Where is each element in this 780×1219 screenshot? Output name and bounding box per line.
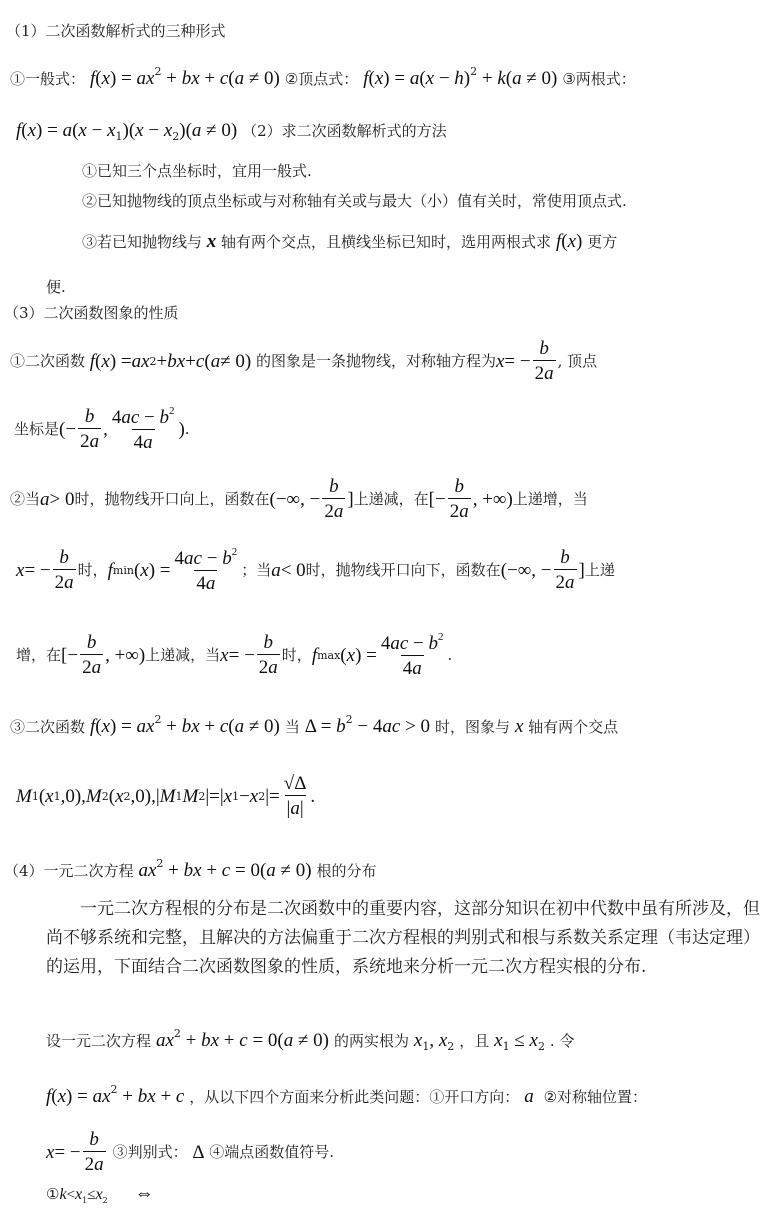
two-root-form-label: ③两根式： — [562, 70, 636, 88]
case-1-line: $①k<x_1\le x_2$ ⇔ — [46, 1183, 154, 1205]
method-item-1: ①已知三个点坐标时，宜用一般式. — [82, 162, 312, 180]
two-root-formula: f — [16, 120, 22, 141]
forms-line: ①一般式： $f(x) = ax^2$ + bx + c(a ≠ 0) ②顶点式： $f(x) = a(x - h)^2 + k(a \ne 0)$ ③两根式： — [10, 65, 636, 89]
fraction-b-2a: $\frac{b}{2a}$ — [534, 338, 554, 384]
section-4-title: （4）一元二次方程 $ax^2$ + bx + c = 0(a ≠ 0) 根的分布 — [4, 857, 377, 881]
two-root-line: $f(x) = a(x - x_1)(x - x_2)(a \ne 0)$ （2）求二次函数解析式的方法 — [16, 120, 447, 143]
property-3-line: ③二次函数 $f(x) = ax^2$ + bx + c(a ≠ 0) 当 $\Delta = b^2 - 4ac > 0$ 时，图象与 x 轴有两个交点 — [10, 713, 619, 737]
intersection-points-line: M 1 ( x 1 ,0), M 2 ( x 2 ,0),| M 1 M 2 |=| x 1 − x 2 |= $\frac{√\Delta}{|a|}$ . — [16, 773, 316, 819]
method-item-2: ②已知抛物线的顶点坐标或与对称轴有关或与最大（小）值有关时，常使用顶点式. — [82, 192, 627, 210]
section-1-title: （1）二次函数解析式的三种形式 — [6, 22, 226, 40]
method-item-3: ③若已知抛物线与 x 轴有两个交点，且横线坐标已知时，选用两根式求 f(x) 更方 — [82, 231, 618, 252]
property-2-line-2: x = − $\frac{b}{2a}$ 时， f min ( x ) = $\frac{4ac - b^2}{4a}$ ；当 a < 0 时，抛物线开口向下，函数在 (−∞, − $\frac{b}{2a}$ ] 上递 — [16, 546, 615, 594]
setup-line-3: x = − $\frac{b}{2a}$ ③判别式： Δ ④端点函数值符号. — [46, 1129, 335, 1175]
general-form-label: ①一般式： — [10, 70, 86, 88]
general-form-formula: f — [89, 68, 96, 89]
method-item-3-cont: 便. — [46, 278, 66, 296]
property-2-line-1: ②当 a > 0 时，抛物线开口向上，函数在 (−∞, − $\frac{b}{2a}$ ] 上递减，在 [− $\frac{b}{2a}$ , +∞) 上递增，当 — [10, 476, 588, 522]
property-2-line-3: 增，在 [− $\frac{b}{2a}$ , +∞) 上递减，当 x = − $\frac{b}{2a}$ 时， f max ( x ) = $\frac{4ac - b^2}{4a}$ . — [16, 631, 453, 679]
setup-line-2: $f(x) = ax^2$ + bx + c ，从以下四个方面来分析此类问题：①开口方向： a ②对称轴位置： — [46, 1083, 648, 1107]
vertex-coordinate-line: 坐标是 (− $\frac{b}{2a}$ , $\frac{4ac - b^2}{4a}$ ) . — [14, 405, 190, 453]
setup-line-1: 设一元二次方程 $ax^2$ + bx + c = 0(a ≠ 0) 的两实根为 $x_1$, $x_2$ ，且 $x_1 \le x_2$ . 令 — [46, 1027, 575, 1053]
vertex-form-label: ②顶点式： — [284, 70, 359, 88]
section-3-title: （3）二次函数图象的性质 — [4, 304, 179, 322]
section-2-title: （2）求二次函数解析式的方法 — [242, 122, 447, 140]
vertex-form-formula: f — [363, 68, 369, 89]
property-1-line: ①二次函数 f ( x ) = ax 2 + bx + c ( a ≠ 0) 的图象是一条抛物线，对称轴方程为 x = − $\frac{b}{2a}$ , 顶点 — [10, 338, 598, 384]
root-distribution-paragraph: 一元二次方程根的分布是二次函数中的重要内容，这部分知识在初中代数中虽有所涉及，但尚不够系统和完整，且解决的方法偏重于二次方程根的判别式和根与系数关系定理（韦达定理）的运用，下面结合二次函数图象的性质，系统地来分析一元二次方程实根的分布. — [46, 899, 760, 977]
